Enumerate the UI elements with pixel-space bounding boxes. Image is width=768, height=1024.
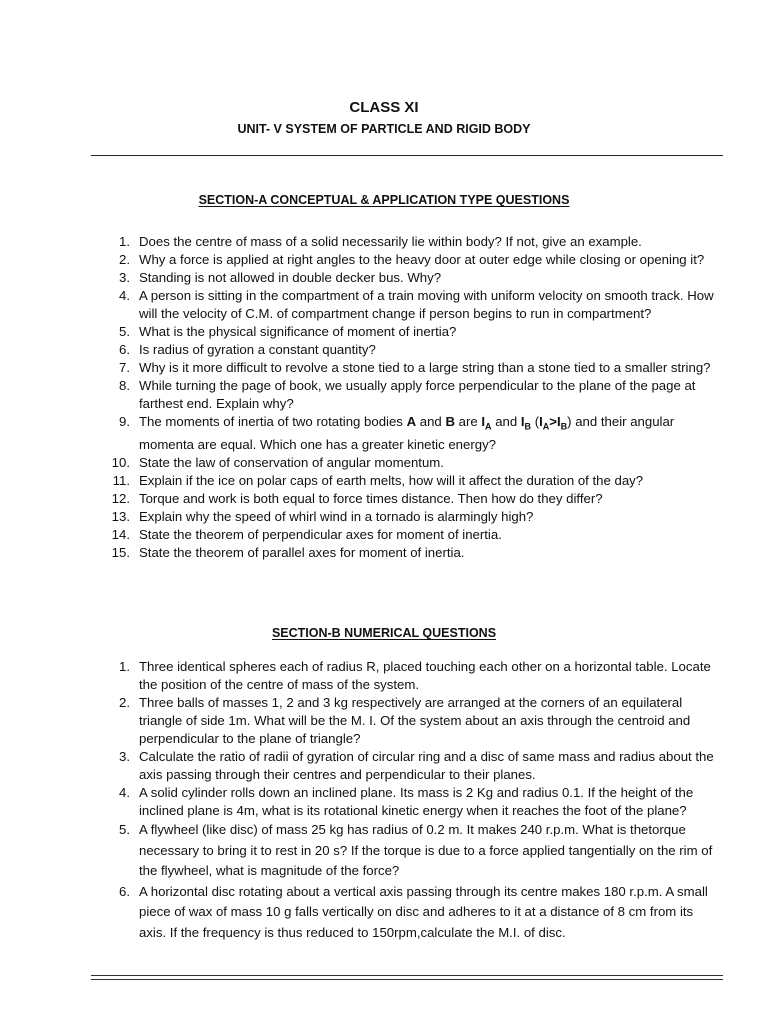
section-b-question-list [0, 658, 718, 943]
question-text: Why is it more difficult to revolve a stone tied to a large string than a stone tied to a smaller string? [139, 360, 711, 375]
list-item [0, 269, 718, 287]
question-number: 9. [119, 414, 130, 429]
question-number: 11. [112, 472, 130, 488]
question-number: 2. [119, 695, 130, 710]
list-item [0, 544, 718, 562]
question-number: 3. [119, 749, 130, 764]
question-number: 7. [119, 360, 130, 375]
list-item [0, 472, 718, 490]
question-number: 5. [119, 822, 130, 837]
list-item [0, 820, 718, 882]
list-item [0, 323, 718, 341]
question-text: Three identical spheres each of radius R, placed touching each other on a horizontal table. Locate the position of the centre of mass of the system. [139, 659, 711, 692]
unit-subtitle: UNIT- V SYSTEM OF PARTICLE AND RIGID BODY [237, 122, 531, 136]
list-item [0, 251, 718, 269]
question-number: 10. [111, 454, 130, 470]
list-item [0, 287, 718, 323]
footer-divider [91, 975, 723, 976]
list-item [0, 784, 718, 820]
question-number: 12. [111, 490, 130, 506]
list-item [0, 526, 718, 544]
page-title: CLASS XI [349, 99, 419, 116]
question-text: While turning the page of book, we usually apply force perpendicular to the plane of the page at farthest end. Explain why? [139, 378, 696, 411]
question-text: Three balls of masses 1, 2 and 3 kg respectively are arranged at the corners of an equilateral triangle of side 1m. What will be the M. I. Of the system about an axis through the centroid and perpendicular to the plane of triangle? [139, 695, 691, 746]
question-text: State the theorem of perpendicular axes for moment of inertia. [139, 526, 502, 542]
question-number: 2. [119, 252, 130, 267]
question-text: Calculate the ratio of radii of gyration of circular ring and a disc of same mass and radius about the axis passing through their centres and perpendicular to their planes. [139, 749, 714, 782]
question-text: Is radius of gyration a constant quantity? [139, 342, 376, 357]
question-text: Standing is not allowed in double decker bus. Why? [139, 270, 442, 285]
list-item [0, 508, 718, 526]
question-number: 4. [119, 785, 130, 800]
footer-divider-double [91, 979, 723, 980]
section-a-heading: SECTION-A CONCEPTUAL & APPLICATION TYPE QUESTIONS [198, 193, 570, 207]
question-number: 6. [119, 883, 130, 899]
question-text: A flywheel (like disc) of mass 25 kg has radius of 0.2 m. It makes 240 r.p.m. What is thetorque necessary to bring it to rest in 20 s? If the torque is due to a force applied tangentially on the rim of the flywheel, what is magnitude of the force? [139, 822, 713, 878]
question-text: Torque and work is both equal to force times distance. Then how do they differ? [139, 490, 603, 506]
question-number: 5. [119, 324, 130, 339]
question-text: A solid cylinder rolls down an inclined plane. Its mass is 2 Kg and radius 0.1. If the height of the inclined plane is 4m, what is its rotational kinetic energy when it reaches the foot of the plane? [139, 785, 694, 818]
list-item [0, 413, 718, 454]
question-number: 3. [119, 270, 130, 285]
question-number: 8. [119, 378, 130, 393]
question-text: Does the centre of mass of a solid necessarily lie within body? If not, give an example. [139, 234, 642, 249]
question-text: A horizontal disc rotating about a vertical axis passing through its centre makes 180 r.p.m. A small piece of wax of mass 10 g falls vertically on disc and adheres to it at a distance of 8 cm from its axis. If the frequency is thus reduced to 150rpm,calculate the M.I. of disc. [139, 883, 708, 940]
question-number: 1. [119, 659, 130, 674]
list-item [0, 359, 718, 377]
list-item [0, 658, 718, 694]
question-text: State the law of conservation of angular momentum. [139, 454, 444, 470]
question-number: 6. [119, 342, 130, 357]
question-number: 1. [119, 234, 130, 249]
list-item [0, 233, 718, 251]
section-a-question-list [0, 233, 718, 562]
section-b-heading: SECTION-B NUMERICAL QUESTIONS [271, 626, 497, 640]
list-item [0, 748, 718, 784]
list-item [0, 490, 718, 508]
question-text: Explain why the speed of whirl wind in a tornado is alarmingly high? [139, 508, 534, 524]
question-number: 13. [111, 508, 130, 524]
question-number: 14. [111, 526, 130, 542]
question-text: State the theorem of parallel axes for moment of inertia. [139, 544, 465, 560]
list-item [0, 454, 718, 472]
header-divider [91, 155, 723, 156]
question-text: The moments of inertia of two rotating bodies A and B are $I_A$ and $I_B$ $(I_A>I_B)$ and their angular momenta are equal. Which one has a greater kinetic energy? [139, 414, 675, 452]
question-number: 4. [119, 288, 130, 303]
question-text: What is the physical significance of moment of inertia? [139, 324, 457, 339]
question-number: 15. [111, 544, 130, 560]
list-item [0, 882, 718, 944]
question-text: Explain if the ice on polar caps of earth melts, how will it affect the duration of the day? [139, 472, 644, 488]
question-text: Why a force is applied at right angles to the heavy door at outer edge while closing or opening it? [139, 252, 705, 267]
list-item [0, 694, 718, 748]
list-item [0, 377, 718, 413]
list-item [0, 341, 718, 359]
question-text: A person is sitting in the compartment of a train moving with uniform velocity on smooth track. How will the velocity of C.M. of compartment change if person begins to run in compartment? [139, 288, 714, 321]
